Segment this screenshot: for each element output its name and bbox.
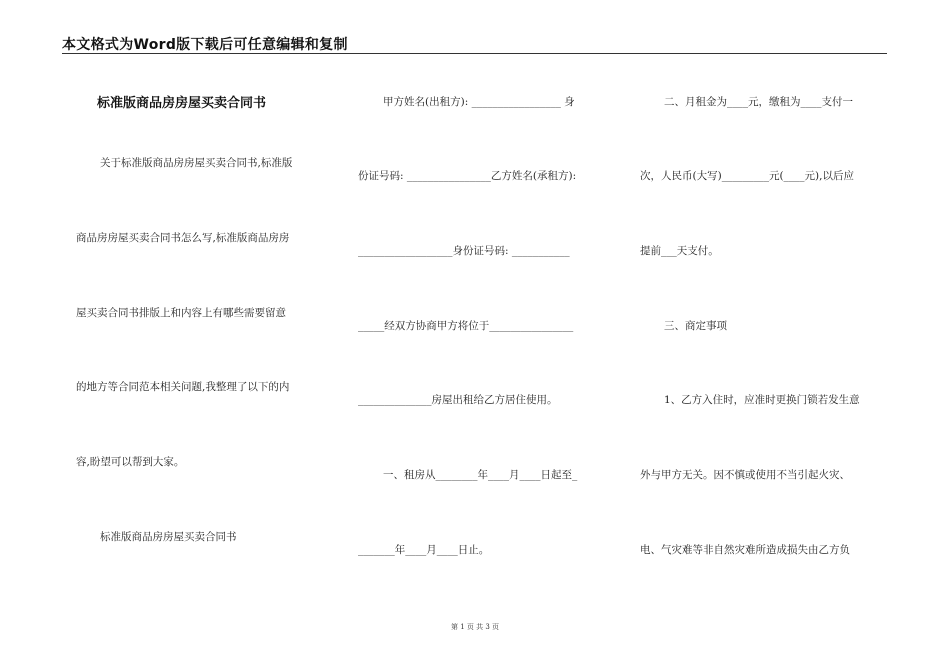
page-number: 第 1 页 共 3 页 — [450, 623, 500, 631]
body-line: ______________房屋出租给乙方居住使用。 — [358, 394, 558, 406]
body-line: __________________身份证号码: ___________ — [358, 245, 570, 257]
body-line: 1、乙方入住时，应准时更换门锁若发生意 — [664, 394, 860, 406]
body-line: _______年____月____日止。 — [358, 544, 490, 556]
body-line: _____经双方协商甲方将位于________________ — [358, 320, 574, 332]
body-line: 二、月租金为____元，缴租为____支付一 — [664, 96, 853, 108]
header-title: 本文格式为Word版下载后可任意编辑和复制 — [62, 37, 348, 53]
body-line: 外与甲方无关。因不慎或使用不当引起火灾、 — [640, 469, 850, 481]
body-line: 关于标准版商品房房屋买卖合同书,标准版 — [100, 157, 293, 169]
body-line: 电、气灾难等非自然灾难所造成损失由乙方负 — [640, 544, 850, 556]
body-line: 商品房房屋买卖合同书怎么写,标准版商品房房 — [76, 232, 290, 244]
body-line: 次，人民币(大写)_________元(____元),以后应 — [640, 170, 854, 182]
body-line: 份证号码: ________________乙方姓名(承租方): — [358, 170, 577, 182]
body-line: 容,盼望可以帮到大家。 — [76, 456, 185, 468]
body-line: 的地方等合同范本相关问题,我整理了以下的内 — [76, 381, 290, 393]
section-heading: 三、商定事项 — [664, 320, 727, 332]
document-title: 标准版商品房房屋买卖合同书 — [97, 96, 267, 111]
body-line: 屋买卖合同书排版上和内容上有哪些需要留意 — [76, 307, 286, 319]
body-line: 甲方姓名(出租方): _________________ 身 — [383, 96, 575, 108]
document-header — [62, 34, 887, 54]
subheading-line: 标准版商品房房屋买卖合同书 — [100, 531, 237, 543]
body-line: 一、租房从________年____月____日起至_ — [383, 469, 578, 481]
body-line: 提前___天支付。 — [640, 245, 719, 257]
